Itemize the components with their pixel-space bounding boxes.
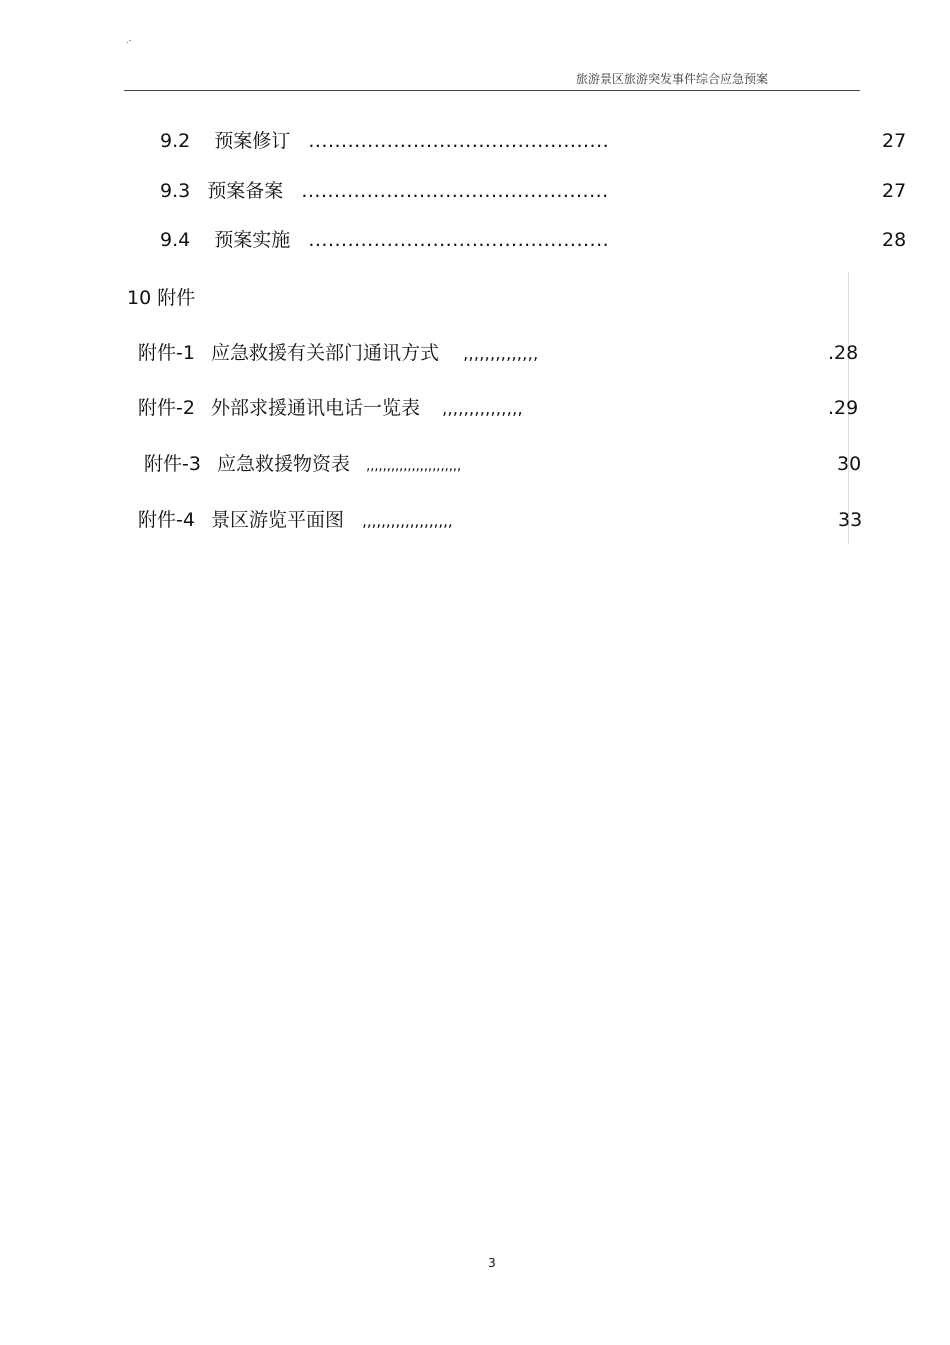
attachment-label: 附件-2: [138, 397, 195, 419]
attachment-title: 景区游览平面图: [211, 509, 345, 531]
toc-entry-9-4[interactable]: [160, 228, 609, 252]
toc-attachment-3[interactable]: [144, 452, 461, 479]
attachment-label: 附件-4: [138, 509, 195, 531]
toc-page-number: .29: [828, 397, 859, 419]
toc-entry-number: 9.2: [160, 130, 191, 152]
toc-page-number: .28: [828, 342, 859, 364]
toc-comma-leader: ,,,,,,,,,,,,,,,,,,,: [362, 512, 453, 530]
toc-entry-9-2[interactable]: [160, 129, 609, 153]
running-header-title: 旅游景区旅游突发事件综合应急预案: [575, 72, 768, 86]
attachment-label: 附件-1: [138, 342, 195, 364]
toc-page-number: 27: [882, 130, 907, 152]
toc-dot-leader: ..............................................: [308, 130, 610, 152]
attachment-title: 外部求援通讯电话一览表: [211, 397, 421, 419]
toc-entry-number: 9.4: [160, 229, 191, 251]
toc-section-heading[interactable]: 10 附件: [127, 287, 196, 309]
toc-entry-title: 预案修订: [214, 130, 291, 152]
toc-dot-leader: ...............................................: [301, 180, 609, 202]
toc-page-number: 30: [837, 453, 862, 475]
toc-entry-9-3[interactable]: [160, 179, 609, 203]
toc-attachment-4[interactable]: [138, 508, 453, 533]
toc-page-number: 33: [838, 509, 863, 531]
toc-comma-leader: ,,,,,,,,,,,,,,,: [442, 399, 523, 418]
attachment-label: 附件-3: [144, 453, 201, 475]
toc-comma-leader: ,,,,,,,,,,,,,,: [463, 344, 539, 363]
footer-page-number: 3: [488, 1256, 496, 1270]
toc-attachment-2[interactable]: [138, 396, 523, 421]
toc-attachment-1[interactable]: [138, 341, 538, 366]
toc-comma-leader: ,,,,,,,,,,,,,,,,,,,,,,,: [366, 459, 462, 474]
toc-dot-leader: ..............................................: [308, 229, 610, 251]
attachment-title: 应急救援物资表: [217, 453, 351, 475]
toc-page-number: 27: [882, 180, 907, 202]
toc-entry-number: 9.3: [160, 180, 191, 202]
header-rule: [124, 90, 860, 91]
toc-entry-title: 预案备案: [207, 180, 284, 202]
toc-entry-title: 预案实施: [214, 229, 291, 251]
corner-mark: .-: [126, 36, 132, 45]
attachment-title: 应急救援有关部门通讯方式: [211, 342, 440, 364]
toc-page-number: 28: [882, 229, 907, 251]
